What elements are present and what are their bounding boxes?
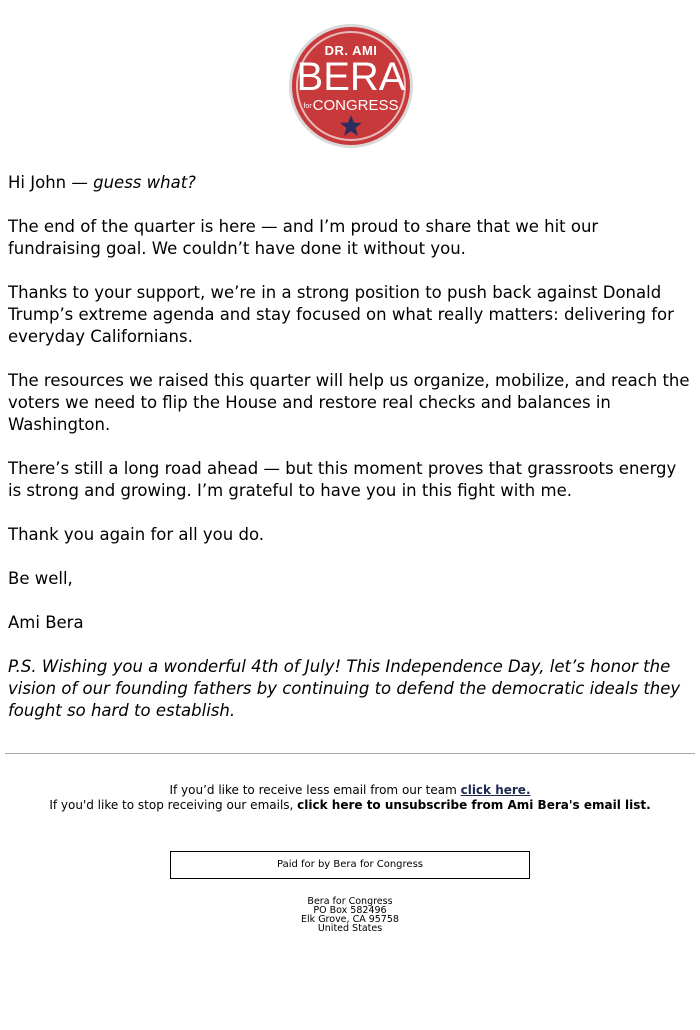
address-line: Elk Grove, CA 95758	[301, 914, 399, 925]
address-line: Bera for Congress	[307, 896, 393, 907]
logo-circle	[289, 24, 413, 148]
stop-text: If you'd like to stop receiving our emails,	[49, 798, 298, 812]
paragraph: Thank you again for all you do.	[8, 525, 264, 544]
postscript: P.S. Wishing you a wonderful 4th of July! This Independence Day, let’s honor the vision of our founding fathers by continuing to defend the democratic ideals they fought so hard to establish.	[8, 657, 681, 720]
logo-congress-text: CONGRESS	[312, 97, 399, 114]
campaign-logo	[289, 24, 413, 148]
star-icon	[339, 114, 363, 138]
address-line: United States	[317, 923, 383, 934]
footer-links	[0, 783, 700, 813]
logo-subtitle	[292, 98, 410, 114]
signature: Ami Bera	[8, 613, 84, 632]
paragraph: There’s still a long road ahead — but this moment proves that grassroots energy is strong and growing. I’m grateful to have you in this fight with me.	[8, 459, 677, 500]
greeting-text: Hi John —	[8, 173, 94, 192]
less-email-line	[0, 783, 700, 798]
email-body	[8, 172, 693, 722]
footer-divider	[5, 753, 695, 754]
address-line: PO Box 582496	[313, 905, 387, 916]
logo-for-text: for	[303, 102, 312, 110]
closing: Be well,	[8, 569, 73, 588]
mailing-address	[0, 897, 700, 933]
paragraph: The end of the quarter is here — and I’m proud to share that we hit our fundraising goal. We couldn’t have done it without you.	[8, 217, 599, 258]
paid-for-disclaimer: Paid for by Bera for Congress	[170, 851, 530, 879]
paragraph: The resources we raised this quarter will help us organize, mobilize, and reach the voters we need to flip the House and restore real checks and balances in Washington.	[8, 371, 690, 434]
unsubscribe-line	[0, 798, 700, 813]
less-email-link[interactable]: click here.	[460, 783, 531, 797]
logo-name: BERA	[296, 55, 406, 99]
less-email-text: If you’d like to receive less email from our team	[169, 783, 461, 797]
unsubscribe-link[interactable]: click here to unsubscribe from Ami Bera's email list.	[297, 798, 651, 812]
greeting	[8, 172, 693, 194]
paragraph: Thanks to your support, we’re in a strong position to push back against Donald Trump’s extreme agenda and stay focused on what really matters: delivering for everyday Californians.	[8, 283, 674, 346]
greeting-emphasis: guess what?	[93, 173, 196, 192]
logo-top-text: DR. AMI	[324, 43, 378, 58]
